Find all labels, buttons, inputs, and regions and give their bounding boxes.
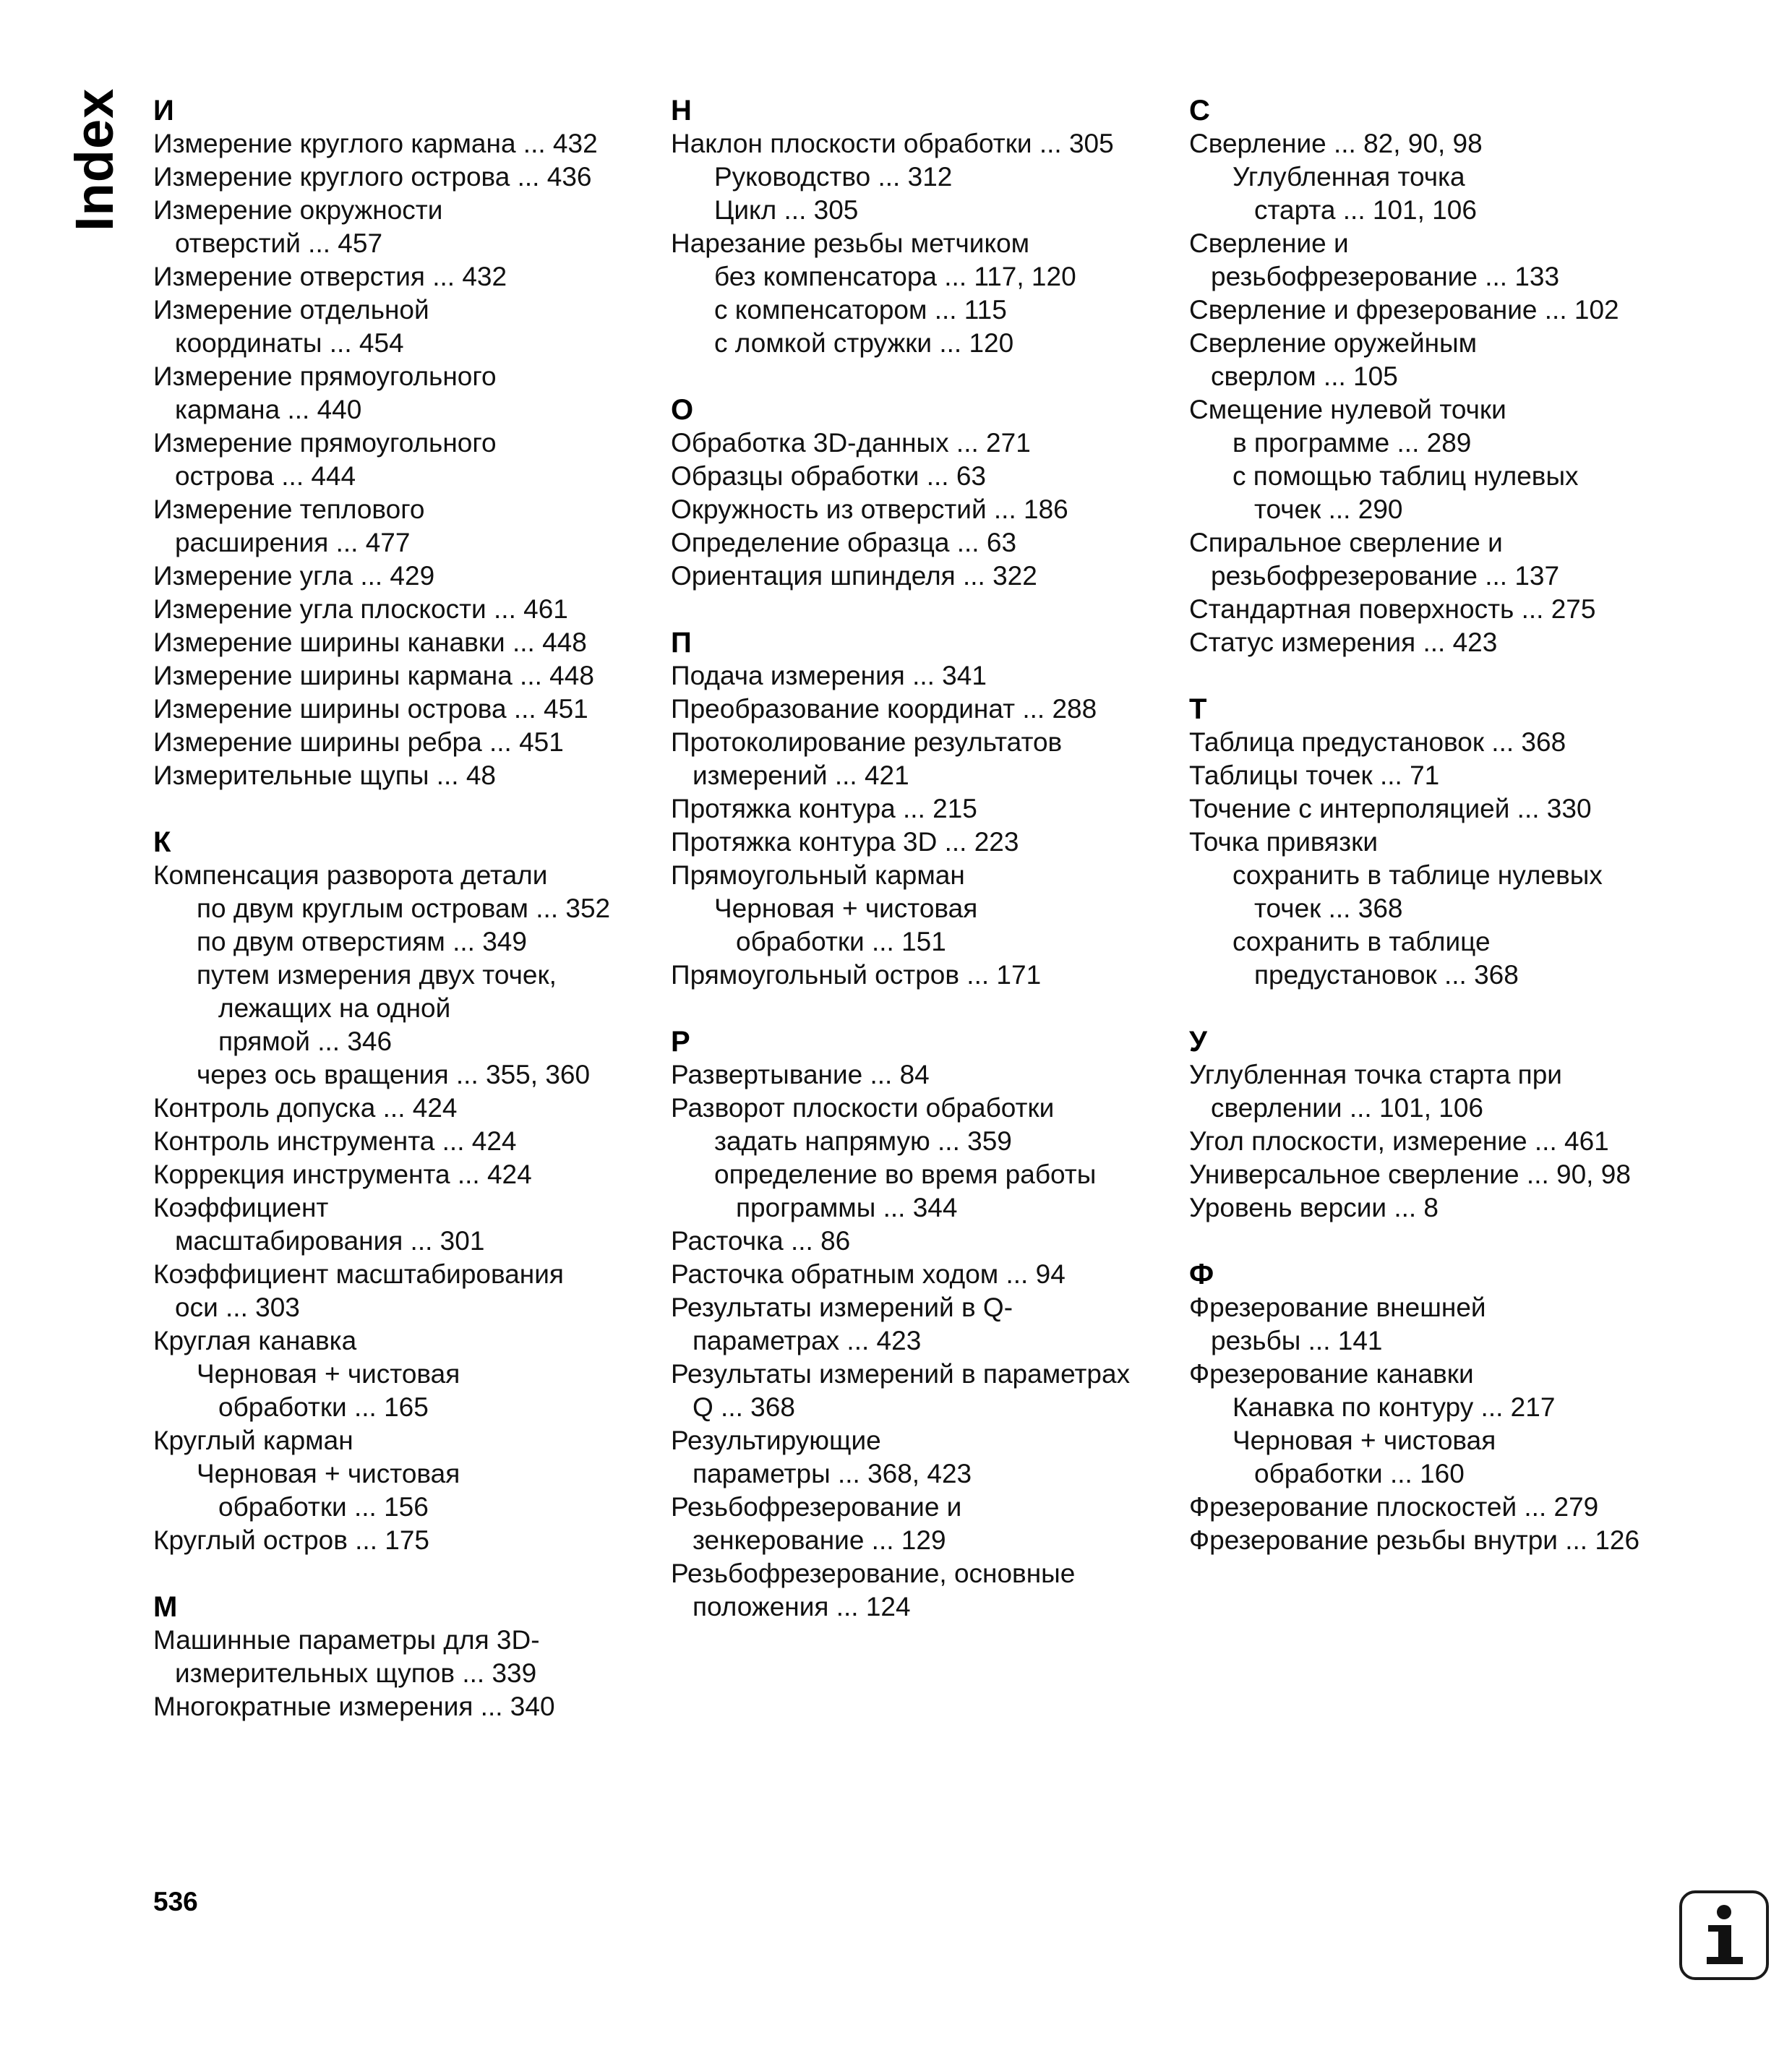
index-side-title: Index <box>64 87 124 231</box>
section-letter: Т <box>1189 693 1207 725</box>
entry-line: обработки ... 156 <box>218 1492 429 1522</box>
entry-line: с компенсатором ... 115 <box>714 295 1007 325</box>
entry-line: по двум отверстиям ... 349 <box>197 927 527 956</box>
entry-line: старта ... 101, 106 <box>1254 195 1477 225</box>
index-entry <box>153 1624 659 1690</box>
entry-line: Измерение ширины острова ... 451 <box>153 694 588 724</box>
entry-line: Контроль допуска ... 424 <box>153 1093 458 1123</box>
entry-line: Коэффициент <box>153 1193 329 1222</box>
index-entry <box>1189 626 1710 659</box>
entry-line: программы ... 344 <box>736 1193 958 1222</box>
index-entry <box>1189 294 1710 327</box>
entry-line: Таблицы точек ... 71 <box>1189 760 1440 790</box>
entry-line: кармана ... 440 <box>175 395 362 424</box>
entry-line: Измерение угла плоскости ... 461 <box>153 594 568 624</box>
index-entry <box>153 1092 659 1125</box>
index-subentry <box>1189 859 1710 925</box>
entry-line: резьбофрезерование ... 137 <box>1211 561 1560 591</box>
entry-line: Круглый карман <box>153 1426 353 1455</box>
index-section <box>153 826 659 1557</box>
index-entry <box>153 160 659 194</box>
index-subentry <box>671 294 1177 327</box>
index-entry <box>671 1557 1177 1624</box>
index-entry <box>153 659 659 693</box>
index-subentry <box>671 1125 1177 1158</box>
entry-line: Черновая + чистовая <box>714 894 978 923</box>
entry-line: Фрезерование внешней <box>1189 1293 1486 1322</box>
entry-line: Точение с интерполяцией ... 330 <box>1189 794 1592 823</box>
index-entry <box>153 759 659 792</box>
index-entry <box>153 294 659 360</box>
entry-line: отверстий ... 457 <box>175 228 383 258</box>
index-entry <box>153 1191 659 1258</box>
info-icon <box>1679 1890 1769 1980</box>
entry-line: Измерение окружности <box>153 195 443 225</box>
index-entry <box>671 526 1177 560</box>
entry-line: обработки ... 165 <box>218 1392 429 1422</box>
index-entry <box>671 427 1177 460</box>
entry-line: Руководство ... 312 <box>714 162 953 192</box>
index-subentry <box>153 1058 659 1092</box>
index-entry <box>153 726 659 759</box>
entry-line: Образцы обработки ... 63 <box>671 461 986 491</box>
entry-line: Расточка обратным ходом ... 94 <box>671 1259 1066 1289</box>
entry-line: зенкерование ... 129 <box>693 1525 946 1555</box>
entry-line: Черновая + чистовая <box>1232 1426 1496 1455</box>
index-entry <box>671 792 1177 826</box>
entry-line: Измерение угла ... 429 <box>153 561 435 591</box>
entry-line: Измерение отдельной <box>153 295 429 325</box>
entry-line: Окружность из отверстий ... 186 <box>671 494 1068 524</box>
entry-line: Наклон плоскости обработки ... 305 <box>671 129 1114 158</box>
entry-line: Машинные параметры для 3D- <box>153 1625 540 1655</box>
entry-line: Измерение круглого острова ... 436 <box>153 162 592 192</box>
entry-line: острова ... 444 <box>175 461 356 491</box>
entry-line: с помощью таблиц нулевых <box>1232 461 1579 491</box>
index-subentry <box>153 1457 659 1524</box>
entry-line: Фрезерование резьбы внутри ... 126 <box>1189 1525 1640 1555</box>
entry-line: Цикл ... 305 <box>714 195 859 225</box>
entry-line: Коэффициент масштабирования <box>153 1259 564 1289</box>
index-entry <box>671 1258 1177 1291</box>
entry-line: точек ... 368 <box>1254 894 1403 923</box>
index-section <box>153 1590 659 1723</box>
index-entry <box>671 1424 1177 1491</box>
entry-line: Прямоугольный карман <box>671 860 965 890</box>
index-entry <box>153 260 659 294</box>
index-entry <box>671 659 1177 693</box>
entry-line: точек ... 290 <box>1254 494 1403 524</box>
index-entry <box>671 726 1177 792</box>
entry-line: Сверление ... 82, 90, 98 <box>1189 129 1483 158</box>
index-column-1 <box>153 94 659 1757</box>
entry-line: Преобразование координат ... 288 <box>671 694 1097 724</box>
index-entry <box>153 493 659 560</box>
index-subentry <box>671 160 1177 194</box>
index-subentry <box>1189 1391 1710 1424</box>
entry-line: измерений ... 421 <box>693 760 909 790</box>
index-entry <box>153 1125 659 1158</box>
info-glyph <box>1682 1893 1766 1977</box>
index-entry <box>153 1258 659 1324</box>
index-entry <box>671 1358 1177 1424</box>
entry-line: определение во время работы <box>714 1160 1097 1189</box>
entry-line: Измерение ширины канавки ... 448 <box>153 627 587 657</box>
entry-line: сверлом ... 105 <box>1211 361 1398 391</box>
index-entry <box>153 127 659 160</box>
entry-line: резьбы ... 141 <box>1211 1326 1383 1355</box>
index-entry <box>1189 1358 1710 1391</box>
index-entry <box>1189 1524 1710 1557</box>
index-section <box>1189 1258 1710 1557</box>
entry-line: прямой ... 346 <box>218 1027 393 1056</box>
entry-line: Стандартная поверхность ... 275 <box>1189 594 1596 624</box>
index-section <box>671 94 1177 360</box>
index-entry <box>1189 1491 1710 1524</box>
page-number: 536 <box>153 1887 198 1916</box>
index-entry <box>671 859 1177 892</box>
index-entry <box>153 560 659 593</box>
entry-line: масштабирования ... 301 <box>175 1226 485 1256</box>
entry-line: Коррекция инструмента ... 424 <box>153 1160 532 1189</box>
index-entry <box>153 859 659 892</box>
index-entry <box>671 826 1177 859</box>
entry-line: Спиральное сверление и <box>1189 528 1503 557</box>
entry-line: сверлении ... 101, 106 <box>1211 1093 1483 1123</box>
index-subentry <box>153 1358 659 1424</box>
section-letter: Н <box>671 95 692 127</box>
entry-line: Протяжка контура ... 215 <box>671 794 977 823</box>
entry-line: через ось вращения ... 355, 360 <box>197 1060 591 1089</box>
entry-line: Универсальное сверление ... 90, 98 <box>1189 1160 1631 1189</box>
index-entry <box>153 626 659 659</box>
index-entry <box>671 460 1177 493</box>
index-entry <box>1189 327 1710 393</box>
index-entry <box>1189 393 1710 427</box>
entry-line: параметрах ... 423 <box>693 1326 922 1355</box>
section-letter: М <box>153 1591 178 1623</box>
index-subentry <box>1189 925 1710 992</box>
index-entry <box>671 693 1177 726</box>
index-section <box>1189 1025 1710 1225</box>
entry-line: Прямоугольный остров ... 171 <box>671 960 1042 990</box>
index-entry <box>1189 1158 1710 1191</box>
entry-line: Точка привязки <box>1189 827 1378 857</box>
index-entry <box>671 493 1177 526</box>
section-letter: К <box>153 826 171 858</box>
entry-line: Ориентация шпинделя ... 322 <box>671 561 1037 591</box>
entry-line: Результирующие <box>671 1426 881 1455</box>
entry-line: предустановок ... 368 <box>1254 960 1519 990</box>
index-entry <box>153 1690 659 1723</box>
index-entry <box>153 194 659 260</box>
entry-line: обработки ... 151 <box>736 927 946 956</box>
index-entry <box>153 1158 659 1191</box>
entry-line: Протяжка контура 3D ... 223 <box>671 827 1019 857</box>
entry-line: Круглая канавка <box>153 1326 357 1355</box>
index-column-2 <box>671 94 1177 1657</box>
entry-line: путем измерения двух точек, <box>197 960 557 990</box>
section-letter: С <box>1189 95 1210 127</box>
index-entry <box>1189 1125 1710 1158</box>
entry-line: Определение образца ... 63 <box>671 528 1017 557</box>
index-entry <box>153 1324 659 1358</box>
entry-line: Статус измерения ... 423 <box>1189 627 1498 657</box>
section-letter: У <box>1189 1026 1207 1058</box>
entry-line: Канавка по контуру ... 217 <box>1232 1392 1556 1422</box>
index-entry <box>1189 1191 1710 1225</box>
entry-line: Подача измерения ... 341 <box>671 661 987 690</box>
index-entry <box>671 1491 1177 1557</box>
entry-line: Сверление оружейным <box>1189 328 1478 358</box>
entry-line: координаты ... 454 <box>175 328 404 358</box>
entry-line: Измерение круглого кармана ... 432 <box>153 129 598 158</box>
entry-line: Расточка ... 86 <box>671 1226 851 1256</box>
entry-line: Фрезерование плоскостей ... 279 <box>1189 1492 1599 1522</box>
index-entry <box>1189 792 1710 826</box>
index-entry <box>1189 127 1710 160</box>
index-entry <box>1189 227 1710 294</box>
index-subentry <box>671 327 1177 360</box>
index-entry <box>153 427 659 493</box>
section-letter: П <box>671 627 692 659</box>
index-subentry <box>153 959 659 1058</box>
entry-line: Круглый остров ... 175 <box>153 1525 429 1555</box>
index-entry <box>1189 726 1710 759</box>
entry-line: сохранить в таблице нулевых <box>1232 860 1603 890</box>
entry-line: Измерительные щупы ... 48 <box>153 760 496 790</box>
index-entry <box>1189 526 1710 593</box>
index-subentry <box>671 892 1177 959</box>
entry-line: Резьбофрезерование и <box>671 1492 962 1522</box>
entry-line: Измерение теплового <box>153 494 425 524</box>
index-entry <box>1189 1291 1710 1358</box>
entry-line: резьбофрезерование ... 133 <box>1211 262 1560 291</box>
entry-line: Нарезание резьбы метчиком <box>671 228 1030 258</box>
index-subentry <box>671 194 1177 227</box>
index-entry <box>671 560 1177 593</box>
index-subentry <box>153 892 659 925</box>
index-entry <box>1189 759 1710 792</box>
entry-line: Разворот плоскости обработки <box>671 1093 1055 1123</box>
index-section <box>153 94 659 792</box>
entry-line: Черновая + чистовая <box>197 1359 460 1389</box>
entry-line: Уровень версии ... 8 <box>1189 1193 1439 1222</box>
entry-line: Измерение прямоугольного <box>153 428 497 458</box>
entry-line: Фрезерование канавки <box>1189 1359 1474 1389</box>
entry-line: Сверление и <box>1189 228 1349 258</box>
index-entry <box>153 1524 659 1557</box>
entry-line: Контроль инструмента ... 424 <box>153 1126 517 1156</box>
entry-line: Измерение прямоугольного <box>153 361 497 391</box>
entry-line: измерительных щупов ... 339 <box>175 1658 537 1688</box>
entry-line: Углубленная точка <box>1232 162 1465 192</box>
index-section <box>671 626 1177 992</box>
section-letter: Ф <box>1189 1259 1214 1290</box>
index-section <box>1189 94 1710 659</box>
index-entry <box>671 227 1177 260</box>
index-entry <box>1189 1058 1710 1125</box>
index-subentry <box>1189 460 1710 526</box>
entry-line: без компенсатора ... 117, 120 <box>714 262 1076 291</box>
entry-line: Измерение ширины ребра ... 451 <box>153 727 564 757</box>
entry-line: сохранить в таблице <box>1232 927 1491 956</box>
entry-line: Измерение ширины кармана ... 448 <box>153 661 594 690</box>
index-section <box>671 393 1177 593</box>
entry-line: Измерение отверстия ... 432 <box>153 262 507 291</box>
index-subentry <box>671 1158 1177 1225</box>
section-letter: И <box>153 95 174 127</box>
index-entry <box>671 1291 1177 1358</box>
index-entry <box>153 693 659 726</box>
entry-line: по двум круглым островам ... 352 <box>197 894 611 923</box>
entry-line: Черновая + чистовая <box>197 1459 460 1488</box>
index-entry <box>1189 826 1710 859</box>
entry-line: Сверление и фрезерование ... 102 <box>1189 295 1619 325</box>
index-section <box>1189 693 1710 992</box>
entry-line: Результаты измерений в параметрах <box>671 1359 1131 1389</box>
index-entry <box>671 1225 1177 1258</box>
index-subentry <box>153 925 659 959</box>
index-entry <box>153 1424 659 1457</box>
entry-line: Q ... 368 <box>693 1392 795 1422</box>
entry-line: расширения ... 477 <box>175 528 411 557</box>
index-subentry <box>1189 427 1710 460</box>
index-subentry <box>1189 160 1710 227</box>
index-subentry <box>671 260 1177 294</box>
entry-line: Протоколирование результатов <box>671 727 1063 757</box>
index-section <box>671 1025 1177 1624</box>
entry-line: Таблица предустановок ... 368 <box>1189 727 1566 757</box>
entry-line: в программе ... 289 <box>1232 428 1472 458</box>
entry-line: с ломкой стружки ... 120 <box>714 328 1014 358</box>
entry-line: обработки ... 160 <box>1254 1459 1465 1488</box>
index-entry <box>1189 593 1710 626</box>
entry-line: оси ... 303 <box>175 1293 300 1322</box>
entry-line: Развертывание ... 84 <box>671 1060 930 1089</box>
entry-line: положения ... 124 <box>693 1592 911 1621</box>
index-entry <box>671 1058 1177 1092</box>
index-column-3 <box>1189 94 1710 1590</box>
entry-line: лежащих на одной <box>218 993 451 1023</box>
entry-line: Резьбофрезерование, основные <box>671 1559 1076 1588</box>
entry-line: Обработка 3D-данных ... 271 <box>671 428 1031 458</box>
index-subentry <box>1189 1424 1710 1491</box>
entry-line: Результаты измерений в Q- <box>671 1293 1013 1322</box>
index-entry <box>671 1092 1177 1125</box>
entry-line: Компенсация разворота детали <box>153 860 548 890</box>
index-entry <box>153 360 659 427</box>
section-letter: О <box>671 394 694 426</box>
index-entry <box>671 959 1177 992</box>
entry-line: Угол плоскости, измерение ... 461 <box>1189 1126 1609 1156</box>
section-letter: Р <box>671 1026 690 1058</box>
entry-line: Многократные измерения ... 340 <box>153 1692 555 1721</box>
entry-line: параметры ... 368, 423 <box>693 1459 972 1488</box>
entry-line: задать напрямую ... 359 <box>714 1126 1012 1156</box>
index-entry <box>153 593 659 626</box>
index-entry <box>671 127 1177 160</box>
entry-line: Смещение нулевой точки <box>1189 395 1506 424</box>
entry-line: Углубленная точка старта при <box>1189 1060 1562 1089</box>
